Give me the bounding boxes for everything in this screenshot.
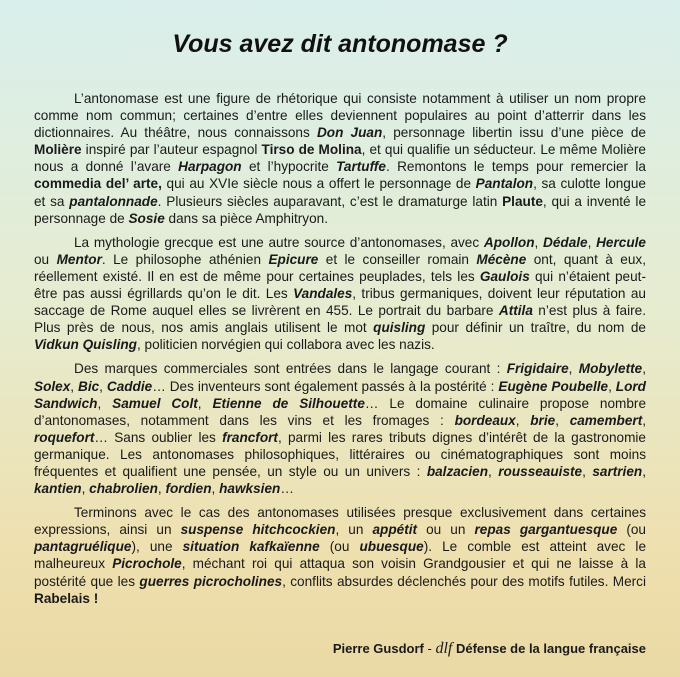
- text-run: . Le philosophe athénien: [101, 251, 269, 267]
- text-run: Terminons avec le cas des antonomases utilisées presque exclusivement dans certaines expressions, ainsi un: [34, 505, 646, 538]
- text-run: , parmi les rares tributs dignes d’intérêt de la gastronomie germanique. Les antonomases philosophiques, littéraires ou cinématographiques sont moins fréquentes et qualifient une pensée, un style ou un univers :: [34, 429, 646, 479]
- emphasized-term: Mentor: [56, 251, 102, 267]
- paragraph: [34, 234, 646, 354]
- text-run: ,: [157, 481, 166, 497]
- text-run: ,: [197, 395, 213, 411]
- emphasized-term: Harpagon: [178, 159, 242, 175]
- emphasized-term: Picrochole: [112, 556, 182, 572]
- text-run: n’est plus à faire. Plus près de nous, nos amis anglais utilisent le mot: [34, 303, 646, 336]
- emphasized-term: Bic: [78, 378, 100, 394]
- emphasized-term: Samuel Colt: [112, 395, 198, 411]
- emphasized-term: bordeaux: [454, 412, 516, 428]
- emphasized-term: Dédale: [543, 234, 588, 250]
- emphasized-term: Eugène Poubelle: [498, 378, 609, 394]
- emphasized-term: francfort: [222, 429, 278, 445]
- emphasized-term: guerres picrocholines: [139, 573, 283, 589]
- emphasized-term: pantagruélique: [34, 539, 132, 555]
- text-run: ,: [642, 361, 646, 377]
- emphasized-term: Etienne de Silhouette: [212, 395, 365, 411]
- text-run: (ou: [617, 522, 646, 538]
- text-run: ,: [211, 481, 220, 497]
- text-run: qui n’étaient peut-être pas aussi égrillards qu’on le dit. Les: [34, 268, 646, 302]
- text-run: … Sans oublier les: [94, 429, 223, 445]
- emphasized-term: Attila: [498, 303, 533, 319]
- emphasized-term: appétit: [372, 522, 418, 538]
- emphasized-term: fordien: [165, 481, 212, 497]
- emphasized-term: commedia del’ arte,: [34, 176, 162, 192]
- emphasized-term: quisling: [373, 320, 426, 336]
- emphasized-term: kantien: [34, 481, 82, 497]
- text-run: La mythologie grecque est une autre source d’antonomases, avec: [74, 234, 484, 250]
- emphasized-term: Mobylette: [578, 361, 643, 377]
- text-run: , méchant roi qui attaqua son voisin Grandgousier et qui ne laisse à la postérité que les: [34, 556, 646, 589]
- text-run: ,: [582, 463, 593, 479]
- emphasized-term: roquefort: [34, 429, 95, 445]
- text-run: ,: [97, 395, 113, 411]
- organization-name: Défense de la langue française: [455, 641, 646, 656]
- text-run: ,: [515, 412, 531, 428]
- text-run: . Plusieurs siècles auparavant, c’est le dramaturge latin: [157, 193, 503, 209]
- text-run: , politicien norvégien qui collabora avec les nazis.: [136, 337, 435, 353]
- text-run: ). Le comble est atteint avec le malheureux: [34, 539, 647, 572]
- text-run: , qui a inventé le personnage de: [34, 193, 647, 226]
- text-run: ,: [642, 412, 647, 428]
- text-run: pour définir un traître, du nom de: [425, 320, 646, 336]
- text-run: ,: [99, 378, 107, 394]
- dlf-logo: dlf: [435, 640, 453, 657]
- emphasized-term: Rabelais !: [34, 590, 99, 606]
- emphasized-term: Molière: [34, 142, 82, 158]
- text-run: ), une: [131, 539, 183, 555]
- text-run: ,: [555, 412, 570, 428]
- text-run: ,: [568, 361, 579, 377]
- text-run: Des marques commerciales sont entrées dans le langage courant :: [74, 361, 507, 377]
- emphasized-term: Lord Sandwich: [34, 378, 646, 411]
- text-run: (ou: [319, 539, 360, 555]
- emphasized-term: Vandales: [293, 286, 353, 302]
- emphasized-term: Sosie: [128, 210, 165, 226]
- text-run: ,: [488, 463, 499, 479]
- emphasized-term: situation kafkaïenne: [182, 539, 320, 555]
- text-run: … Des inventeurs sont également passés à la postérité :: [152, 378, 499, 394]
- emphasized-term: Gaulois: [479, 268, 530, 284]
- signature-separator: -: [427, 641, 432, 656]
- emphasized-term: Caddie: [106, 378, 153, 394]
- emphasized-term: Tartuffe: [336, 159, 386, 175]
- emphasized-term: Apollon: [483, 234, 535, 250]
- text-run: , et qui qualifie un séducteur. Le même Molière nous a donné l’avare: [34, 142, 646, 175]
- text-run: , un: [335, 522, 373, 538]
- paragraph: [34, 90, 646, 227]
- text-run: …: [280, 481, 294, 497]
- emphasized-term: Mécène: [476, 251, 527, 267]
- text-run: , conflits absurdes déclenchés pour des motifs futiles. Merci: [282, 573, 646, 589]
- emphasized-term: Plaute: [502, 193, 543, 209]
- text-run: , sa culotte longue et sa: [34, 176, 646, 209]
- article-body: [34, 90, 646, 614]
- text-run: … Le domaine culinaire propose nombre d’antonomases, notamment dans les vins et les fromages :: [34, 395, 647, 428]
- emphasized-term: Tirso de Molina: [261, 142, 362, 158]
- text-run: ou: [34, 251, 57, 267]
- text-run: qui au XVIe siècle nous a offert le personnage de: [161, 176, 476, 192]
- text-run: ,: [81, 481, 90, 497]
- text-run: et le conseiller romain: [318, 251, 477, 267]
- emphasized-term: brie: [530, 412, 556, 428]
- emphasized-term: Pantalon: [475, 176, 534, 192]
- emphasized-term: Epicure: [268, 251, 319, 267]
- emphasized-term: sartrien: [592, 463, 643, 479]
- emphasized-term: camembert: [569, 412, 643, 428]
- text-run: , personnage libertin issu d’une pièce de: [382, 125, 646, 141]
- emphasized-term: hawksien: [219, 481, 281, 497]
- emphasized-term: chabrolien: [89, 481, 158, 497]
- emphasized-term: ubuesque: [359, 539, 424, 555]
- emphasized-term: repas gargantuesque: [474, 522, 618, 538]
- emphasized-term: Hercule: [596, 234, 646, 250]
- emphasized-term: Vidkun Quisling: [34, 337, 137, 353]
- text-run: ,: [642, 463, 646, 479]
- paragraph: [34, 360, 646, 497]
- emphasized-term: Don Juan: [316, 125, 383, 141]
- text-run: inspiré par l’auteur espagnol: [81, 142, 262, 158]
- page-title: Vous avez dit antonomase ?: [172, 30, 508, 58]
- signature: [333, 640, 646, 658]
- text-run: ont, quant à eux, réellement existé. Il en est de même pour certaines peuplades, tels les: [34, 251, 646, 284]
- text-run: et l’hypocrite: [241, 159, 337, 175]
- text-run: ,: [587, 234, 597, 250]
- text-run: ou un: [417, 522, 475, 538]
- text-run: ,: [608, 378, 616, 394]
- text-run: . Remontons le temps pour remercier la: [385, 159, 646, 175]
- emphasized-term: pantalonnade: [69, 193, 158, 209]
- text-run: ,: [534, 234, 544, 250]
- text-run: dans sa pièce Amphitryon.: [164, 210, 328, 226]
- emphasized-term: Solex: [34, 378, 71, 394]
- text-run: ,: [70, 378, 78, 394]
- emphasized-term: suspense hitchcockien: [180, 522, 336, 538]
- author-name: Pierre Gusdorf: [332, 641, 424, 656]
- paragraph: [34, 504, 646, 607]
- emphasized-term: rousseauiste: [498, 463, 583, 479]
- text-run: L’antonomase est une figure de rhétorique qui consiste notamment à utiliser un nom propre comme nom commun; certaines d’entre elles deviennent populaires au point d’atterrir dans les dictionnaires. Au théâtre, nous connaissons: [34, 91, 646, 141]
- emphasized-term: balzacien: [426, 463, 489, 479]
- emphasized-term: Frigidaire: [506, 361, 569, 377]
- text-run: , tribus germaniques, doivent leur réputation au saccage de Rome auquel elles se livrèrent en 455. Le portrait du barbare: [34, 286, 646, 319]
